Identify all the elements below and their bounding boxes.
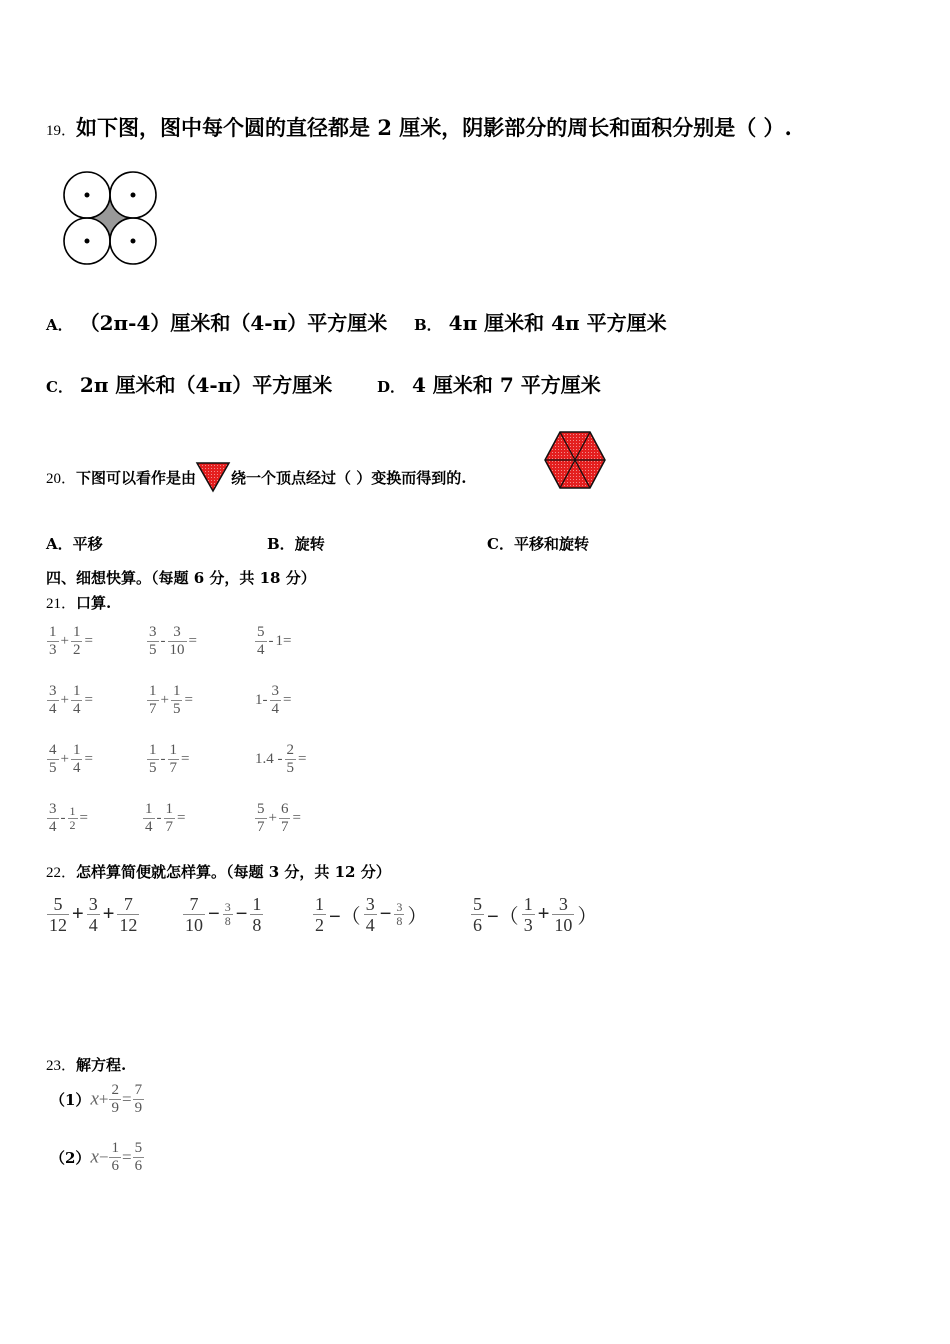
- fraction: [270, 683, 282, 718]
- q21-expression: [254, 683, 292, 718]
- fraction: [47, 801, 59, 836]
- q21-expression: [254, 742, 307, 777]
- denominator: 5: [149, 760, 157, 776]
- numerator: 1: [315, 894, 324, 914]
- center-dot: [85, 193, 90, 198]
- shaded-region: [87, 195, 133, 241]
- fraction: [471, 894, 484, 935]
- denominator: 6: [111, 1158, 119, 1174]
- fraction: [133, 1082, 145, 1117]
- operator: −: [208, 903, 220, 925]
- fraction: [147, 624, 159, 659]
- denominator: 2: [72, 642, 81, 658]
- numerator: 3: [88, 894, 98, 914]
- fraction: [143, 801, 155, 836]
- denominator: 2: [69, 818, 76, 832]
- numerator: 7: [134, 1082, 143, 1098]
- denominator: 4: [365, 915, 375, 935]
- fraction: [313, 894, 326, 935]
- operator: +: [60, 751, 69, 767]
- equation-label: （2）: [50, 1149, 91, 1167]
- term: 1.4 -: [255, 751, 283, 767]
- numerator: 5: [257, 624, 265, 640]
- numerator: 3: [396, 900, 403, 914]
- fraction: [250, 894, 263, 935]
- q20-option-c[interactable]: C．平移和旋转: [487, 535, 589, 553]
- denominator: 5: [172, 701, 181, 717]
- operator: +: [60, 633, 69, 649]
- center-dot: [131, 239, 136, 244]
- numerator: 5: [134, 1140, 143, 1156]
- denominator: 7: [169, 760, 177, 776]
- fraction: [147, 742, 159, 777]
- denominator: 10: [185, 915, 203, 935]
- operator: +: [268, 810, 277, 826]
- numerator: 1: [145, 801, 153, 817]
- q21-expression: [254, 624, 292, 659]
- denominator: 5: [286, 760, 294, 776]
- term: 1-: [255, 692, 268, 708]
- denominator: 9: [111, 1100, 119, 1116]
- fraction: [133, 1140, 145, 1175]
- numerator: 1: [149, 742, 157, 758]
- numerator: 1: [149, 683, 157, 699]
- fraction: [109, 1082, 121, 1117]
- denominator: 9: [134, 1100, 143, 1116]
- numerator: 1: [169, 742, 177, 758]
- numerator: 3: [558, 894, 568, 914]
- section4-title: 四、细想快算。（每题 6 分，共 18 分）: [46, 569, 316, 587]
- operator: −（: [487, 906, 519, 928]
- operator: −: [379, 903, 392, 925]
- numerator: 3: [149, 624, 157, 640]
- q21-expression: [146, 624, 198, 659]
- q22-heading: 22．怎样算简便就怎样算。（每题 3 分，共 12 分）: [46, 863, 391, 881]
- denominator: 5: [149, 642, 157, 658]
- operator: -: [160, 633, 166, 649]
- red-triangle-icon: [195, 461, 231, 493]
- q19-option-d[interactable]: D． 4 厘米和 7 平方厘米: [377, 373, 601, 397]
- fraction: [171, 683, 183, 718]
- fraction: [168, 624, 187, 659]
- operator: =: [84, 692, 93, 708]
- numerator: 3: [49, 801, 57, 817]
- numerator: 1: [72, 624, 81, 640]
- q21-expression: [146, 742, 190, 777]
- numerator: 7: [189, 894, 199, 914]
- numerator: 1: [252, 894, 262, 914]
- operator: +: [98, 1089, 109, 1109]
- q20-number: 20．: [46, 470, 77, 487]
- operator: =: [79, 810, 88, 826]
- denominator: 4: [49, 819, 57, 835]
- fraction: [164, 801, 176, 836]
- denominator: 2: [315, 915, 324, 935]
- numerator: 1: [111, 1140, 119, 1156]
- q20-text-before: 下图可以看作是由: [76, 468, 197, 487]
- denominator: 10: [554, 915, 573, 935]
- q23-equation: [50, 1140, 145, 1175]
- denominator: 5: [49, 760, 57, 776]
- numerator: 3: [365, 894, 375, 914]
- operator: =: [283, 692, 292, 708]
- variable: x: [90, 1088, 99, 1110]
- operator: +: [102, 903, 115, 925]
- q22-expression: [182, 894, 264, 935]
- four-circles-figure: [60, 168, 162, 268]
- operator: ）: [577, 906, 598, 928]
- denominator: 7: [257, 819, 265, 835]
- q21-expression: [46, 683, 94, 718]
- denominator: 4: [72, 701, 81, 717]
- numerator: 6: [280, 801, 289, 817]
- q21-expression: [46, 801, 89, 836]
- fraction: [117, 894, 139, 935]
- operator: +: [537, 903, 550, 925]
- denominator: 6: [473, 915, 482, 935]
- operator: =: [181, 751, 190, 767]
- numerator: 2: [286, 742, 294, 758]
- denominator: 8: [396, 914, 403, 928]
- fraction: [183, 894, 205, 935]
- denominator: 8: [252, 915, 262, 935]
- fraction: [71, 742, 83, 777]
- q19-text: 如下图，图中每个圆的直径都是 2 厘米，阴影部分的周长和面积分别是（ ）.: [76, 115, 792, 140]
- denominator: 4: [49, 701, 57, 717]
- numerator: 5: [473, 894, 482, 914]
- fraction: [255, 624, 267, 659]
- operator: -: [60, 810, 66, 826]
- numerator: 5: [257, 801, 265, 817]
- operator: =: [177, 810, 186, 826]
- denominator: 4: [145, 819, 153, 835]
- fraction: [68, 805, 78, 832]
- fraction: [109, 1140, 121, 1175]
- q21-expression: [142, 801, 186, 836]
- operator: −（: [329, 906, 361, 928]
- fraction: [168, 742, 180, 777]
- denominator: 7: [165, 819, 173, 835]
- fraction: [71, 683, 83, 718]
- red-hexagon-figure: [542, 430, 608, 490]
- q23-heading: 23．解方程.: [46, 1056, 127, 1074]
- numerator: 4: [49, 742, 57, 758]
- numerator: 3: [271, 683, 279, 699]
- fraction: [279, 801, 291, 836]
- q19-option-a[interactable]: A． （2π-4）厘米和（4-π）平方厘米: [46, 311, 388, 335]
- operator: =: [84, 751, 93, 767]
- denominator: 3: [49, 642, 57, 658]
- fraction: [47, 894, 69, 935]
- q21-expression: [46, 742, 94, 777]
- operator: -: [268, 633, 274, 649]
- operator: =: [298, 751, 307, 767]
- numerator: 7: [123, 894, 133, 914]
- q19-stem: [46, 112, 792, 142]
- denominator: 8: [224, 914, 231, 928]
- denominator: 3: [523, 915, 533, 935]
- q22-expression: [470, 894, 599, 935]
- term: 1=: [275, 633, 292, 649]
- numerator: 3: [224, 900, 231, 914]
- q19-option-c[interactable]: C． 2π 厘米和（4-π）平方厘米: [46, 373, 333, 397]
- fraction: [147, 683, 159, 718]
- q21-expression: [46, 624, 94, 659]
- operator: ）: [407, 906, 428, 928]
- operator: −: [98, 1147, 109, 1167]
- operator: =: [188, 633, 197, 649]
- q22-expression: [312, 894, 429, 935]
- numerator: 2: [111, 1082, 119, 1098]
- operator: -: [160, 751, 166, 767]
- operator: +: [72, 903, 84, 925]
- center-dot: [131, 193, 136, 198]
- denominator: 7: [280, 819, 289, 835]
- operator: =: [292, 810, 301, 826]
- denominator: 4: [88, 915, 98, 935]
- denominator: 12: [49, 915, 67, 935]
- fraction: [364, 894, 377, 935]
- fraction: [255, 801, 267, 836]
- fraction: [47, 683, 59, 718]
- equals-sign: =: [121, 1147, 132, 1167]
- numerator: 1: [165, 801, 173, 817]
- numerator: 5: [53, 894, 63, 914]
- fraction: [223, 901, 233, 928]
- equation-label: （1）: [50, 1091, 91, 1109]
- fraction: [71, 624, 83, 659]
- numerator: 1: [72, 683, 81, 699]
- denominator: 7: [149, 701, 157, 717]
- variable: x: [90, 1146, 99, 1168]
- numerator: 1: [72, 742, 81, 758]
- fraction: [552, 894, 574, 935]
- numerator: 1: [49, 624, 57, 640]
- numerator: 3: [173, 624, 181, 640]
- q20-stem: [46, 461, 466, 493]
- numerator: 1: [172, 683, 181, 699]
- q22-expression: [46, 894, 140, 935]
- operator: -: [156, 810, 162, 826]
- q23-equation: [50, 1082, 145, 1117]
- operator: =: [184, 692, 193, 708]
- q20-option-b[interactable]: B．旋转: [267, 535, 325, 553]
- fraction: [285, 742, 297, 777]
- fraction: [522, 894, 535, 935]
- denominator: 10: [169, 642, 185, 658]
- denominator: 12: [119, 915, 138, 935]
- fraction: [87, 894, 100, 935]
- q19-number: 19．: [46, 123, 77, 139]
- q19-option-b[interactable]: B． 4π 厘米和 4π 平方厘米: [414, 311, 667, 335]
- denominator: 6: [134, 1158, 143, 1174]
- operator: =: [84, 633, 93, 649]
- center-dot: [85, 239, 90, 244]
- denominator: 4: [271, 701, 279, 717]
- denominator: 4: [257, 642, 265, 658]
- equals-sign: =: [121, 1089, 132, 1109]
- fraction: [47, 624, 59, 659]
- operator: +: [60, 692, 69, 708]
- numerator: 3: [49, 683, 57, 699]
- q21-expression: [146, 683, 194, 718]
- q21-expression: [254, 801, 302, 836]
- q20-option-a[interactable]: A．平移: [46, 535, 103, 553]
- denominator: 4: [72, 760, 81, 776]
- numerator: 1: [523, 894, 533, 914]
- operator: +: [160, 692, 169, 708]
- q21-heading: 21．口算.: [46, 594, 112, 612]
- fraction: [47, 742, 59, 777]
- numerator: 1: [69, 804, 76, 818]
- fraction: [394, 901, 404, 928]
- q20-text-after: 绕一个顶点经过（ ）变换而得到的.: [231, 468, 467, 487]
- operator: −: [235, 903, 248, 925]
